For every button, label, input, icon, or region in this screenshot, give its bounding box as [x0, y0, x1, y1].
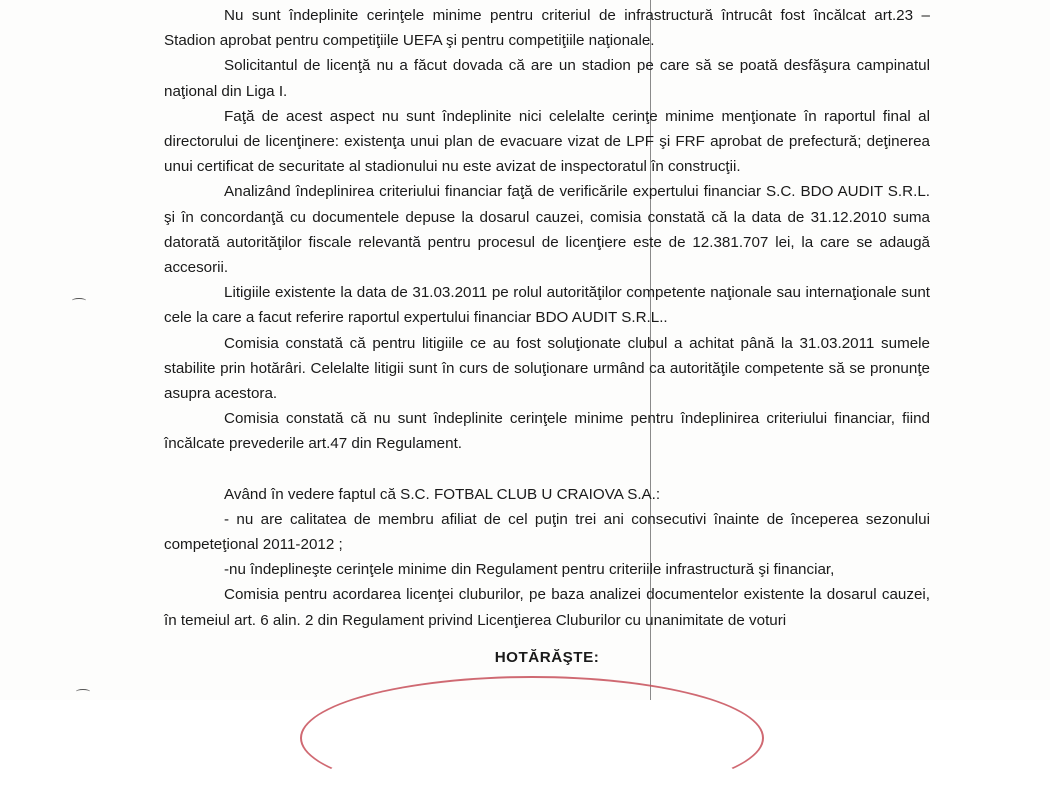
paragraph: Comisia pentru acordarea licenţei cluburilor, pe baza analizei documentelor existente la dosarul cauzei, în temeiul art. 6 alin. 2 din Regulament privind Licenţierea Cluburilor cu unanimitate de voturi: [164, 586, 930, 629]
decision-heading: HOTĂRĂŞTE:: [494, 648, 600, 666]
paragraph: Analizând îndeplinirea criteriului financiar faţă de verificările expertului financiar S.C. BDO AUDIT S.R.L. şi în concordanţă cu documentele depuse la dosarul cauzei, comisia constată că la data de 31.12.2010 suma datorată autorităţilor fiscale relevantă pentru procesul de licenţiere este de 12.381.707 lei, la care se adaugă accesorii.: [164, 183, 930, 277]
paragraph: Litigiile existente la data de 31.03.2011 pe rolul autorităţilor competente naţionale sau internaţionale sunt cele la care a facut referire raportul expertului financiar BDO AUDIT S.R.L..: [164, 284, 930, 327]
paragraph: Nu sunt îndeplinite cerinţele minime pentru criteriul de infrastructură întrucât fost încălcat art.23 – Stadion aprobat pentru competiţiile UEFA şi pentru competiţiile naţionale.: [164, 7, 930, 50]
blank-line: [164, 457, 930, 482]
paragraph: -nu îndeplineşte cerinţele minime din Regulament pentru criteriile infrastructură şi financiar,: [224, 561, 835, 579]
paragraph: - nu are calitatea de membru afiliat de cel puţin trei ani consecutivi înainte de începerea sezonului competeţional 2011-2012 ;: [164, 510, 930, 554]
stamp: [300, 676, 764, 800]
paragraph: Faţă de acest aspect nu sunt îndeplinite nici celelalte cerinţe minime menţionate în raportul final al directorului de licenţinere: existenţa unui plan de evacuare vizat de LPF şi FRF aprobat de prefectură; deţinerea unui certificat de securitate al stadionului nu este avizat de inspectoratul în construcţii.: [164, 107, 930, 176]
document-body: [164, 3, 930, 670]
paragraph: Comisia constată că nu sunt îndeplinite cerinţele minime pentru îndeplinirea criteriului financiar, fiind încălcate prevederile art.47 din Regulament.: [164, 410, 930, 453]
paragraph: Solicitantul de licenţă nu a făcut dovada că are un stadion pe care să se poată desfăşura campinatul naţional din Liga I.: [164, 57, 930, 100]
punch-mark: [72, 298, 86, 303]
paragraph: Având în vedere faptul că S.C. FOTBAL CLUB U CRAIOVA S.A.:: [224, 485, 661, 503]
paragraph: Comisia constată că pentru litigiile ce au fost soluţionate clubul a achitat până la 31.03.2011 sumele stabilite prin hotărâri. Celelalte litigii sunt în curs de soluţionare urmând ca autorităţile competente să se pronunţe asupra acestora.: [164, 334, 930, 403]
punch-mark: [76, 689, 90, 694]
